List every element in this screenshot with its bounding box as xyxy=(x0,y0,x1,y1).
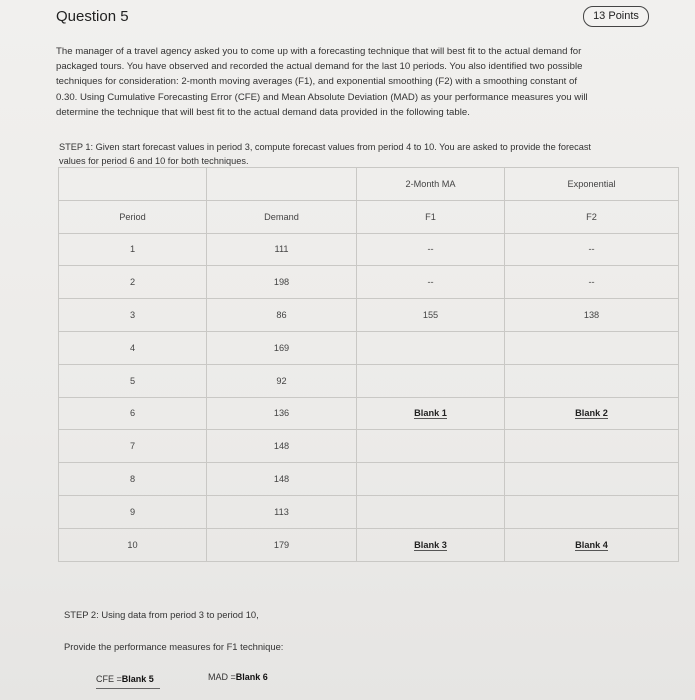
table-cell: 10 xyxy=(59,528,207,561)
table-cell: 8 xyxy=(59,463,207,496)
table-cell: -- xyxy=(357,233,505,266)
table-row xyxy=(59,364,679,397)
table-cell: 148 xyxy=(207,430,357,463)
table-cell: 5 xyxy=(59,364,207,397)
table-row xyxy=(59,397,679,430)
table-cell xyxy=(505,364,679,397)
points-badge: 13 Points xyxy=(583,6,649,27)
table-cell: -- xyxy=(505,266,679,299)
table-row xyxy=(59,331,679,364)
answer-blank[interactable] xyxy=(505,528,679,561)
table-cell: 169 xyxy=(207,331,357,364)
table-cell xyxy=(505,463,679,496)
mad-blank[interactable]: Blank 6 xyxy=(235,672,268,682)
step1-line: values for period 6 and 10 for both techniques. xyxy=(59,156,249,166)
blank-label[interactable]: Blank 4 xyxy=(575,539,608,550)
table-cell: 1 xyxy=(59,233,207,266)
table-row xyxy=(59,495,679,528)
answer-blank[interactable] xyxy=(357,528,505,561)
table-row xyxy=(59,463,679,496)
intro-line: techniques for consideration: 2-month moving averages (F1), and exponential smoothing (F2) with a smoothing constant of xyxy=(56,76,578,88)
table-cell: -- xyxy=(357,266,505,299)
table-cell xyxy=(505,430,679,463)
table-row xyxy=(59,299,679,332)
step1-instructions xyxy=(59,140,659,168)
table-cell xyxy=(505,331,679,364)
table-cell: Exponential xyxy=(505,168,679,201)
table-row xyxy=(59,528,679,561)
table-cell xyxy=(59,168,207,201)
table-cell: -- xyxy=(505,233,679,266)
blank-label[interactable]: Blank 1 xyxy=(414,408,447,419)
table-group-header-row xyxy=(59,168,679,201)
table-row xyxy=(59,430,679,463)
forecast-table xyxy=(58,167,679,562)
table-cell: 9 xyxy=(59,495,207,528)
table-cell xyxy=(357,495,505,528)
table-row xyxy=(59,266,679,299)
mad-label: MAD = xyxy=(208,672,236,682)
cfe-label: CFE = xyxy=(96,674,122,684)
table-cell xyxy=(357,364,505,397)
intro-line: packaged tours. You have observed and recorded the actual demand for the last 10 periods. You also identified two possible xyxy=(56,61,583,73)
table-header-row xyxy=(59,200,679,233)
mad-answer[interactable] xyxy=(208,672,268,682)
cfe-underline xyxy=(96,688,160,689)
blank-label[interactable]: Blank 3 xyxy=(414,539,447,550)
table-cell xyxy=(357,331,505,364)
table-cell: Demand xyxy=(207,200,357,233)
table-cell: 3 xyxy=(59,299,207,332)
table-cell xyxy=(505,495,679,528)
table-cell: 4 xyxy=(59,331,207,364)
table-cell: 138 xyxy=(505,299,679,332)
table-cell: 2 xyxy=(59,266,207,299)
intro-line: The manager of a travel agency asked you to come up with a forecasting technique that will best fit to the actual demand for xyxy=(56,46,582,57)
table-cell xyxy=(357,463,505,496)
table-cell: 198 xyxy=(207,266,357,299)
answer-blank[interactable] xyxy=(357,397,505,430)
table-cell: 113 xyxy=(207,495,357,528)
table-cell: 155 xyxy=(357,299,505,332)
table-cell xyxy=(207,168,357,201)
table-cell xyxy=(357,430,505,463)
table-row xyxy=(59,233,679,266)
table-cell: 179 xyxy=(207,528,357,561)
step2-instructions: STEP 2: Using data from period 3 to period 10, xyxy=(64,609,259,620)
blank-label[interactable]: Blank 2 xyxy=(575,408,608,419)
table-cell: F2 xyxy=(505,200,679,233)
table-cell: 148 xyxy=(207,463,357,496)
performance-prompt: Provide the performance measures for F1 technique: xyxy=(64,641,284,652)
table-cell: 2-Month MA xyxy=(357,168,505,201)
table-cell: 92 xyxy=(207,364,357,397)
question-description xyxy=(56,44,631,120)
table-cell: 7 xyxy=(59,430,207,463)
cfe-blank[interactable]: Blank 5 xyxy=(121,674,154,684)
step1-line: STEP 1: Given start forecast values in period 3, compute forecast values from period 4 to 10. You are asked to provide the forecast xyxy=(59,142,591,152)
table-cell: 6 xyxy=(59,397,207,430)
question-title: Question 5 xyxy=(56,8,129,25)
answer-blank[interactable] xyxy=(505,397,679,430)
table-cell: 136 xyxy=(207,397,357,430)
intro-line: determine the technique that will best fit to the actual demand data provided in the following table. xyxy=(56,106,470,118)
table-cell: 86 xyxy=(207,299,357,332)
table-cell: 111 xyxy=(207,233,357,266)
table-cell: F1 xyxy=(357,200,505,233)
cfe-answer[interactable] xyxy=(96,674,154,684)
intro-line: 0.30. Using Cumulative Forecasting Error (CFE) and Mean Absolute Deviation (MAD) as your performance measures you will xyxy=(56,91,588,103)
table-cell: Period xyxy=(59,200,207,233)
